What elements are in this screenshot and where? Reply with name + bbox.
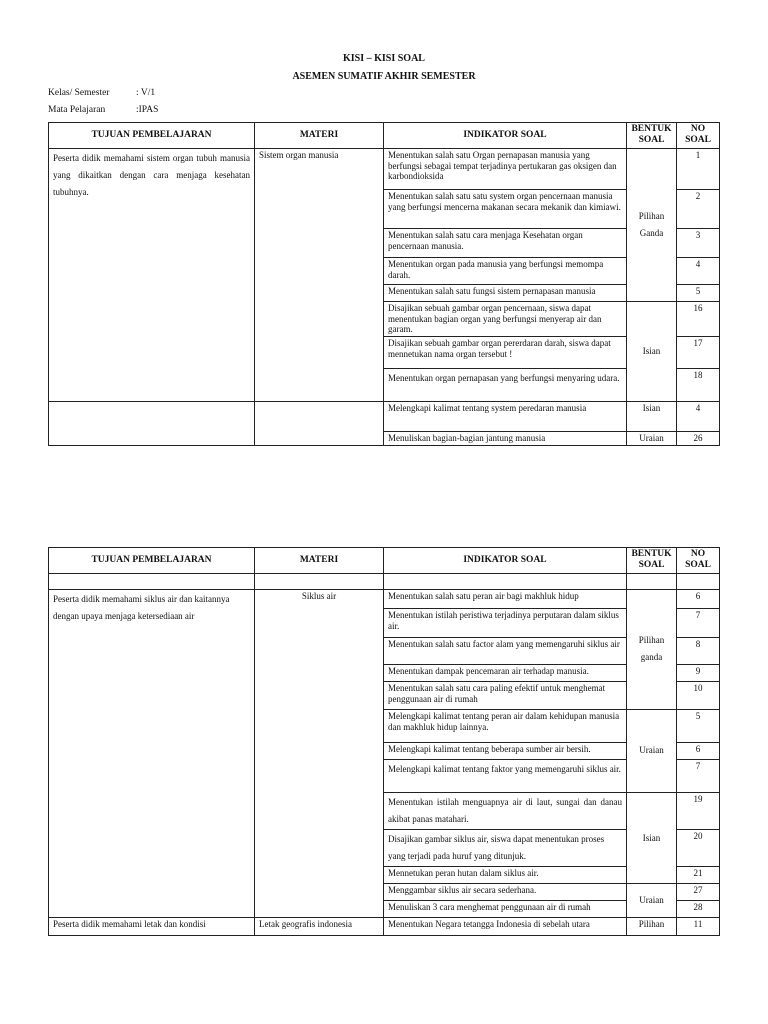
bentuk-cell: Isian: [627, 301, 677, 401]
no-cell: 4: [677, 257, 720, 284]
no-cell: 28: [677, 901, 720, 918]
indikator-cell: Melengkapi kalimat tentang beberapa sumber air bersih.: [384, 742, 627, 759]
table-header-row: [49, 548, 720, 574]
indikator-cell: Menentukan dampak pencemaran air terhadap manusia.: [384, 664, 627, 681]
table-row: [49, 148, 720, 189]
header-bentuk: BENTUK SOAL: [627, 548, 677, 574]
indikator-cell: Melengkapi kalimat tentang peran air dalam kehidupan manusia dan makhluk hidup lainnya.: [384, 709, 627, 742]
no-cell: 1: [677, 148, 720, 189]
indikator-cell: Menggambar siklus air secara sederhana.: [384, 884, 627, 901]
indikator-cell: Menentukan salah satu satu system organ pencernaan manusia yang berfungsi mencerna makanan secara mekanik dan kimiawi.: [384, 189, 627, 228]
indikator-cell: Menentukan istilah menguapnya air di laut, sungai dan danau akibat panas matahari.: [384, 792, 627, 829]
indikator-cell: Menentukan salah satu fungsi sistem pernapasan manusia: [384, 284, 627, 301]
no-cell: 3: [677, 228, 720, 257]
header-tujuan: TUJUAN PEMBELAJARAN: [49, 123, 255, 149]
no-cell: 8: [677, 637, 720, 664]
kelas-value: : V/1: [136, 88, 156, 98]
mapel-label: Mata Pelajaran: [48, 105, 106, 115]
kelas-line: [48, 88, 155, 98]
no-cell: 7: [677, 759, 720, 792]
no-cell: 11: [677, 918, 720, 936]
indikator-cell: Menuliskan 3 cara menghemat penggunaan air di rumah: [384, 901, 627, 918]
indikator-cell: Disajikan gambar siklus air, siswa dapat menentukan proses yang terjadi pada huruf yang ditunjuk.: [384, 829, 627, 866]
document-title: KISI – KISI SOAL: [343, 53, 425, 64]
indikator-cell: Menentukan istilah peristiwa terjadinya perputaran dalam siklus air.: [384, 608, 627, 637]
bentuk-cell: Pilihan: [627, 918, 677, 936]
mapel-value: :IPAS: [136, 105, 159, 115]
bentuk-cell: Uraian: [627, 432, 677, 446]
indikator-cell: Menentukan salah satu peran air bagi makhluk hidup: [384, 589, 627, 608]
bentuk-cell: Isian: [627, 402, 677, 432]
header-materi: MATERI: [255, 548, 384, 574]
no-cell: 16: [677, 301, 720, 336]
header-tujuan: TUJUAN PEMBELAJARAN: [49, 548, 255, 574]
indikator-cell: Menentukan salah satu Organ pernapasan manusia yang berfungsi sebagai tempat terjadinya pertukaran gas oksigen dan karbondioksida: [384, 148, 627, 189]
tujuan-cell: Peserta didik memahami letak dan kondisi: [49, 918, 255, 936]
bentuk-cell: Pilihan ganda: [627, 589, 677, 709]
no-cell: 17: [677, 337, 720, 369]
mapel-line: [48, 105, 158, 115]
indikator-cell: Melengkapi kalimat tentang faktor yang memengaruhi siklus air.: [384, 759, 627, 792]
tujuan-cell: Peserta didik memahami siklus air dan kaitannya dengan upaya menjaga ketersediaan air: [49, 589, 255, 917]
no-cell: 6: [677, 742, 720, 759]
indikator-cell: Menentukan organ pada manusia yang berfungsi memompa darah.: [384, 257, 627, 284]
materi-cell: Letak geografis indonesia: [255, 918, 384, 936]
header-no: NO SOAL: [677, 123, 720, 149]
no-cell: 7: [677, 608, 720, 637]
indikator-cell: Menentukan Negara tetangga Indonesia di sebelah utara: [384, 918, 627, 936]
indikator-cell: Disajikan sebuah gambar organ pencernaan, siswa dapat menentukan bagian organ yang berfungsi menyerap air dan garam.: [384, 301, 627, 336]
no-cell: 4: [677, 402, 720, 432]
bentuk-cell: Uraian: [627, 709, 677, 792]
no-cell: 5: [677, 284, 720, 301]
header-indikator: INDIKATOR SOAL: [384, 123, 627, 149]
no-cell: 2: [677, 189, 720, 228]
tujuan-cell: Peserta didik memahami sistem organ tubuh manusia yang dikaitkan dengan cara menjaga kesehatan tubuhnya.: [49, 148, 255, 401]
bentuk-cell: Pilihan Ganda: [627, 148, 677, 301]
indikator-cell: Disajikan sebuah gambar organ pererdaran darah, siswa dapat mennetukan nama organ tersebut !: [384, 337, 627, 369]
materi-cell: Sistem organ manusia: [255, 148, 384, 401]
bentuk-cell: Uraian: [627, 884, 677, 918]
header-bentuk: BENTUK SOAL: [627, 123, 677, 149]
indikator-cell: Menentukan salah satu cara paling efektif untuk menghemat penggunaan air di rumah: [384, 681, 627, 709]
tujuan-cell-empty: [49, 402, 255, 446]
table-row: [49, 918, 720, 936]
kelas-label: Kelas/ Semester: [48, 88, 110, 98]
no-cell: 6: [677, 589, 720, 608]
document-subtitle: ASEMEN SUMATIF AKHIR SEMESTER: [292, 71, 476, 82]
no-cell: 9: [677, 664, 720, 681]
table-row-empty: [49, 573, 720, 589]
materi-cell: Siklus air: [255, 589, 384, 917]
table-row: [49, 402, 720, 432]
header-materi: MATERI: [255, 123, 384, 149]
indikator-cell: Menentukan organ pernapasan yang berfungsi menyaring udara.: [384, 369, 627, 402]
no-cell: 18: [677, 369, 720, 402]
indikator-cell: Menuliskan bagian-bagian jantung manusia: [384, 432, 627, 446]
kisi-table-1: [48, 122, 720, 446]
no-cell: 27: [677, 884, 720, 901]
indikator-cell: Mennetukan peran hutan dalam siklus air.: [384, 867, 627, 884]
no-cell: 20: [677, 829, 720, 866]
table-header-row: [49, 123, 720, 149]
no-cell: 5: [677, 709, 720, 742]
no-cell: 21: [677, 867, 720, 884]
indikator-cell: Melengkapi kalimat tentang system peredaran manusia: [384, 402, 627, 432]
indikator-cell: Menentukan salah satu factor alam yang memengaruhi siklus air: [384, 637, 627, 664]
indikator-cell: Menentukan salah satu cara menjaga Kesehatan organ pencernaan manusia.: [384, 228, 627, 257]
header-no: NO SOAL: [677, 548, 720, 574]
bentuk-cell: Isian: [627, 792, 677, 883]
no-cell: 10: [677, 681, 720, 709]
kisi-table-2: [48, 547, 720, 936]
materi-cell-empty: [255, 402, 384, 446]
table-row: [49, 589, 720, 608]
header-indikator: INDIKATOR SOAL: [384, 548, 627, 574]
no-cell: 19: [677, 792, 720, 829]
no-cell: 26: [677, 432, 720, 446]
